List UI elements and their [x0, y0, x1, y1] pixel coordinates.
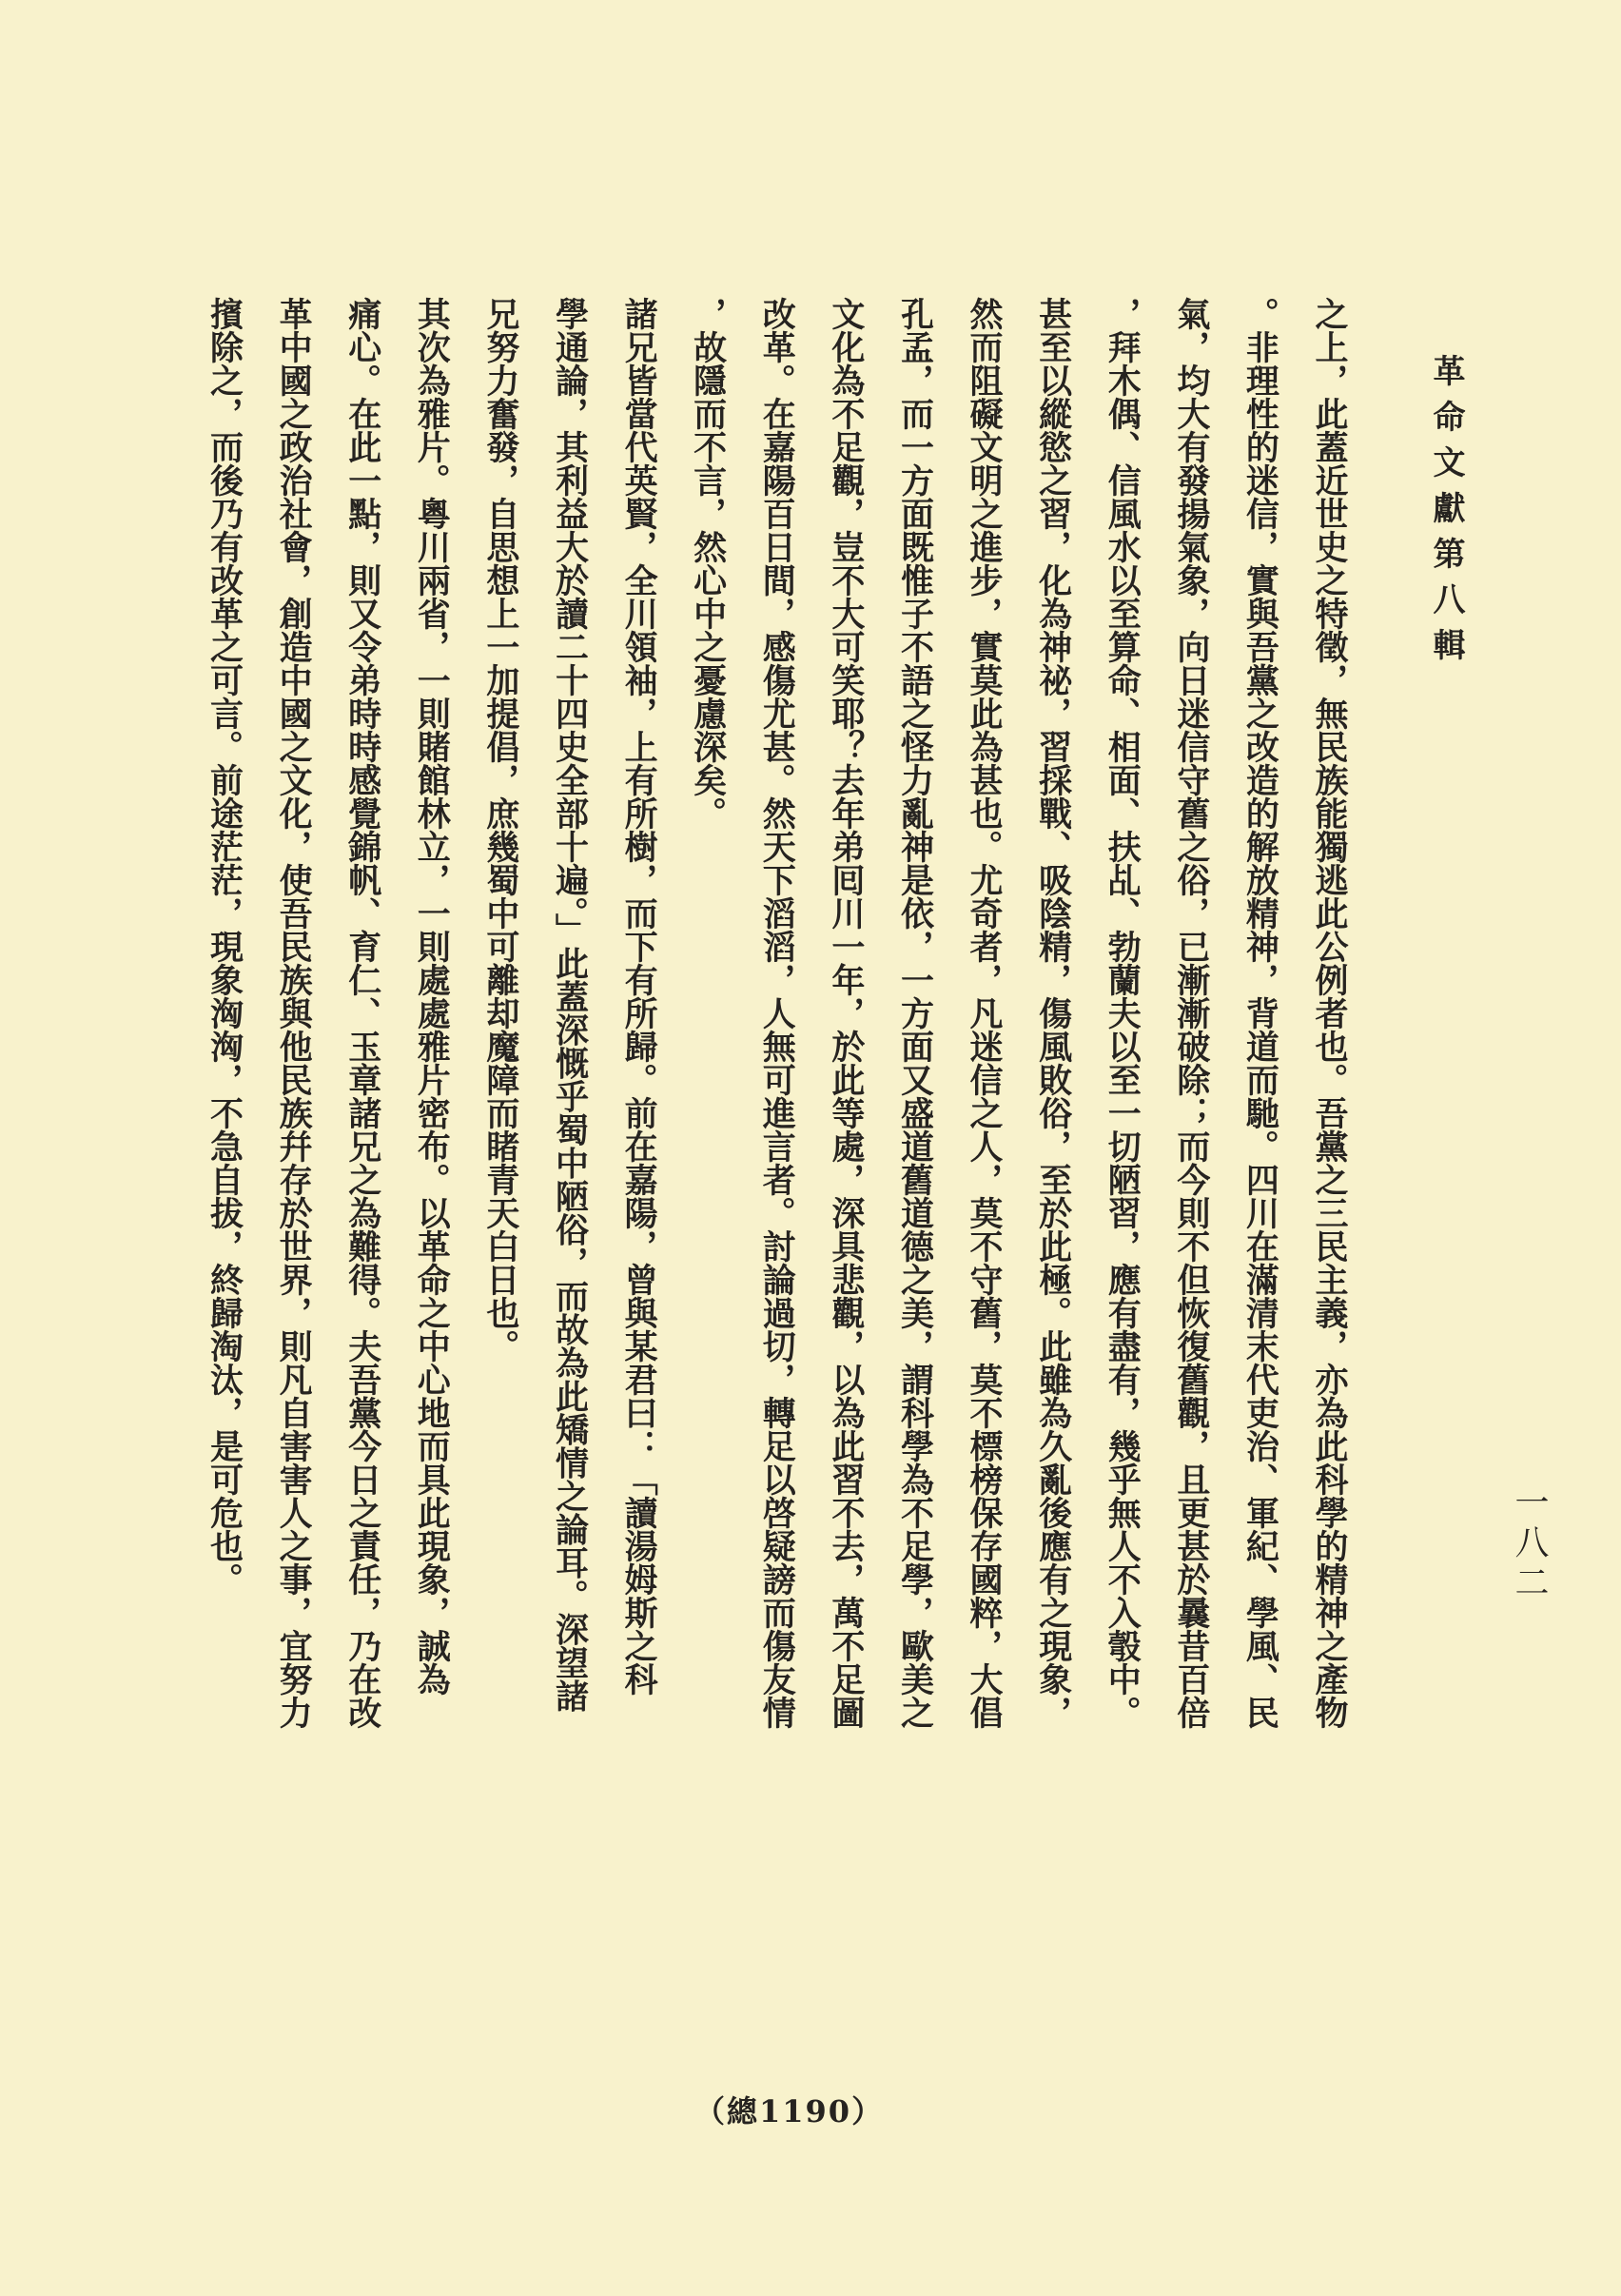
text-column: 孔孟，而一方面既惟子不語之怪力亂神是依，一方面又盛道舊道德之美，謂科學為不足學，歐美之 [895, 297, 935, 1729]
text-column: 氣，均大有發揚氣象，向日迷信守舊之俗，已漸漸破除；而今則不但恢復舊觀，且更甚於曩昔百倍 [1171, 297, 1211, 1729]
text-column: 痛心。在此一點，則又令弟時時感覺錦帆、育仁、玉章諸兄之為難得。夫吾黨今日之責任，乃在改 [342, 297, 382, 1729]
text-column: 革中國之政治社會，創造中國之文化，使吾民族與他民族幷存於世界，則凡自害害人之事，宜努力 [274, 297, 314, 1729]
text-column: 學通論，其利益大於讀二十四史全部十遍。」此蓋深慨乎蜀中陋俗，而故為此矯情之論耳。深望諸 [550, 297, 590, 1713]
text-column: 其次為雅片。粵川兩省，一則賭館林立，一則處處雅片密布。以革命之中心地而具此現象，誠為 [412, 297, 452, 1696]
text-column: ，拜木偶、信風水以至算命、相面、扶乩、勃蘭夫以至一切陋習，應有盡有，幾乎無人不入彀中。 [1103, 297, 1143, 1729]
text-column: 然而阻礙文明之進步，實莫此為甚也。尤奇者，凡迷信之人，莫不守舊，莫不標榜保存國粹，大倡 [965, 297, 1005, 1729]
text-column: 擯除之，而後乃有改革之可言。前途茫茫，現象洶洶，不急自拔，終歸淘汰，是可危也。 [205, 297, 244, 1596]
text-column: 甚至以縱慾之習，化為神祕，習採戰、吸陰精，傷風敗俗，至於此極。此雖為久亂後應有之現象， [1033, 297, 1073, 1729]
page-number: 一八二 [1510, 1484, 1549, 1604]
text-column: 。非理性的迷信，實與吾黨之改造的解放精神，背道而馳。四川在滿清末代吏治、軍紀、學風、民 [1240, 297, 1280, 1729]
text-column: ，故隱而不言，然心中之憂慮深矣。 [688, 297, 728, 830]
body-text [189, 297, 1363, 1781]
text-column: 兄努力奮發，自思想上一加提倡，庶幾蜀中可離却魔障而睹青天白日也。 [480, 297, 520, 1363]
text-column: 改革。在嘉陽百日間，感傷尤甚。然天下滔滔，人無可進言者。討論過切，轉足以啓疑謗而傷友情 [757, 297, 797, 1729]
text-column: 文化為不足觀，豈不大可笑耶？去年弟囘川一年，於此等處，深具悲觀，以為此習不去，萬不足圖 [826, 297, 866, 1729]
running-head-title: 革命文獻第八輯 [1427, 354, 1465, 674]
collection-page-number: （總1190） [694, 2093, 885, 2129]
text-column: 諸兄皆當代英賢，全川領袖，上有所樹，而下有所歸。前在嘉陽，曾與某君曰：「讀湯姆斯之科 [619, 297, 659, 1696]
text-column: 之上，此蓋近世史之特徵，無民族能獨逃此公例者也。吾黨之三民主義，亦為此科學的精神之產物 [1310, 297, 1349, 1729]
